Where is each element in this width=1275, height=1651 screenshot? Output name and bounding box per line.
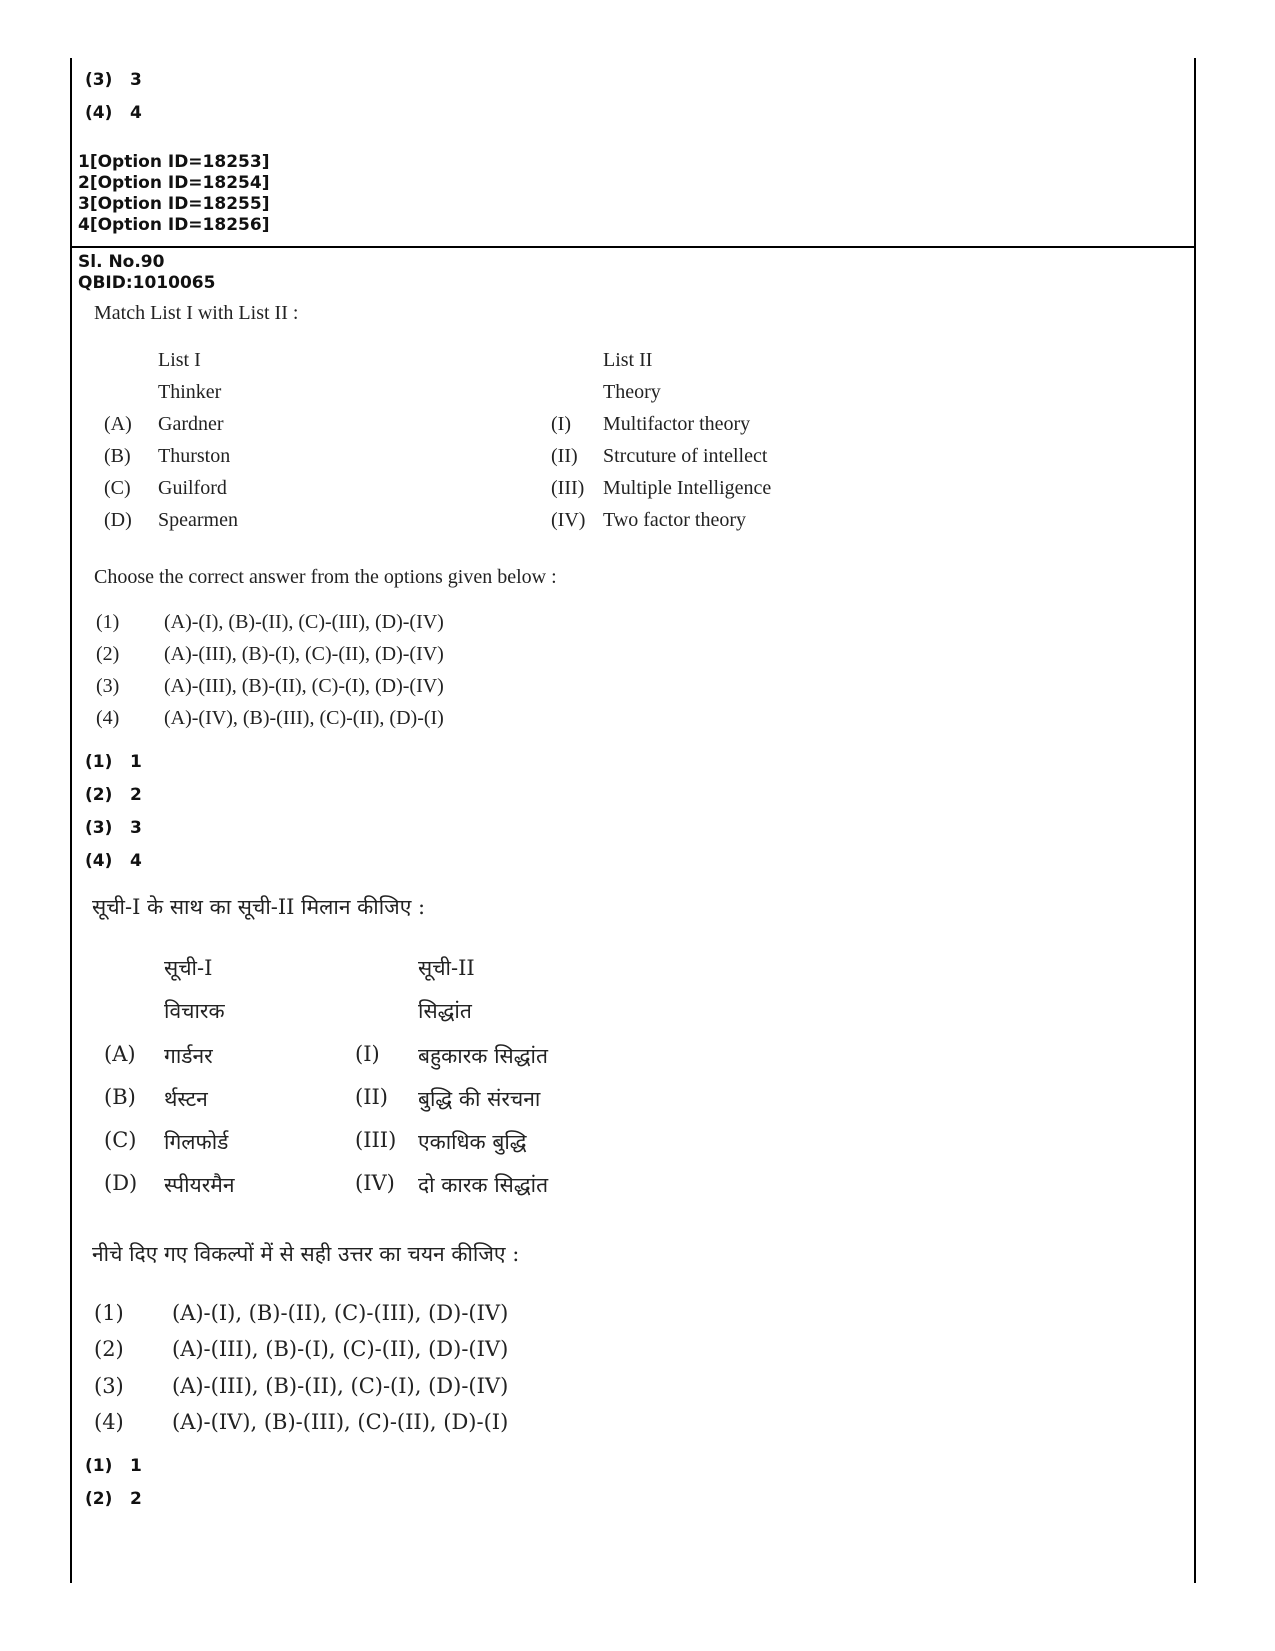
- list1-item: Gardner: [158, 413, 224, 435]
- choice-text: (A)-(IV), (B)-(III), (C)-(II), (D)-(I): [172, 1410, 509, 1434]
- row-label: (III): [551, 477, 585, 499]
- choice-number: (3): [94, 1374, 124, 1398]
- row-label: (IV): [355, 1171, 395, 1195]
- choice-number: (1): [96, 611, 120, 633]
- choice-text: (A)-(III), (B)-(II), (C)-(I), (D)-(IV): [164, 675, 444, 697]
- choice-text: (A)-(I), (B)-(II), (C)-(III), (D)-(IV): [164, 611, 444, 633]
- choice-text: (A)-(III), (B)-(I), (C)-(II), (D)-(IV): [164, 643, 444, 665]
- row-label: (I): [551, 413, 571, 435]
- list2-subtitle-en: Theory: [603, 381, 661, 403]
- list2-item: बुद्धि की संरचना: [418, 1087, 541, 1111]
- row-label: (B): [104, 1085, 136, 1109]
- answer-value: 4: [130, 103, 142, 123]
- list2-item: Two factor theory: [603, 509, 746, 531]
- answer-value: 4: [130, 851, 142, 871]
- answer-option-1-hi[interactable]: [85, 1456, 142, 1476]
- choice-number: (2): [94, 1337, 124, 1361]
- list2-title-en: List II: [603, 349, 653, 371]
- list1-item: गार्डनर: [164, 1044, 213, 1068]
- choice-text: (A)-(I), (B)-(II), (C)-(III), (D)-(IV): [172, 1301, 509, 1325]
- list2-item: एकाधिक बुद्धि: [418, 1130, 527, 1154]
- choice-text: (A)-(III), (B)-(I), (C)-(II), (D)-(IV): [172, 1337, 509, 1361]
- list2-item: दो कारक सिद्धांत: [418, 1173, 549, 1197]
- answer-value: 3: [130, 818, 142, 838]
- answer-option-4[interactable]: [85, 851, 142, 871]
- answer-option-3[interactable]: [85, 818, 142, 838]
- list1-title-hi: सूची-I: [164, 956, 213, 980]
- list2-title-hi: सूची-II: [418, 956, 475, 980]
- question-prompt-hi: सूची-I के साथ का सूची-II मिलान कीजिए :: [92, 895, 426, 919]
- question-prompt-en: Match List I with List II :: [94, 302, 299, 324]
- row-label: (C): [104, 1128, 137, 1152]
- row-label: (B): [104, 445, 131, 467]
- row-label: (D): [104, 1171, 138, 1195]
- qbid: QBID:1010065: [78, 273, 216, 293]
- list1-subtitle-hi: विचारक: [164, 999, 225, 1023]
- answer-option-1[interactable]: [85, 752, 142, 772]
- row-label: (A): [104, 413, 132, 435]
- serial-number: Sl. No.90: [78, 252, 165, 272]
- row-label: (III): [355, 1128, 397, 1152]
- choice-text: (A)-(III), (B)-(II), (C)-(I), (D)-(IV): [172, 1374, 509, 1398]
- answer-number: (4): [85, 851, 113, 871]
- row-label: (II): [551, 445, 578, 467]
- list1-item: गिलफोर्ड: [164, 1130, 229, 1154]
- list2-subtitle-hi: सिद्धांत: [418, 999, 472, 1023]
- answer-number: (2): [85, 785, 113, 805]
- list1-subtitle-en: Thinker: [158, 381, 222, 403]
- row-label: (II): [355, 1085, 388, 1109]
- list1-item: Spearmen: [158, 509, 238, 531]
- option-id-3: 3[Option ID=18255]: [78, 194, 270, 214]
- prev-answer-3[interactable]: [85, 70, 142, 90]
- row-label: (C): [104, 477, 131, 499]
- list1-item: Thurston: [158, 445, 231, 467]
- choice-number: (3): [96, 675, 120, 697]
- answer-value: 2: [130, 785, 142, 805]
- answer-value: 1: [130, 1456, 142, 1476]
- option-id-2: 2[Option ID=18254]: [78, 173, 270, 193]
- answer-number: (3): [85, 70, 113, 90]
- option-id-1: 1[Option ID=18253]: [78, 152, 270, 172]
- question-divider: [70, 246, 1196, 248]
- answer-number: (4): [85, 103, 113, 123]
- answer-number: (1): [85, 752, 113, 772]
- list2-item: Multiple Intelligence: [603, 477, 772, 499]
- answer-number: (3): [85, 818, 113, 838]
- choice-number: (4): [96, 707, 120, 729]
- list2-item: बहुकारक सिद्धांत: [418, 1044, 548, 1068]
- prev-answer-4[interactable]: [85, 103, 142, 123]
- answer-value: 1: [130, 752, 142, 772]
- list1-item: Guilford: [158, 477, 227, 499]
- row-label: (IV): [551, 509, 586, 531]
- choice-number: (1): [94, 1301, 124, 1325]
- choose-instruction-en: Choose the correct answer from the options given below :: [94, 566, 557, 588]
- choose-instruction-hi: नीचे दिए गए विकल्पों में से सही उत्तर का चयन कीजिए :: [92, 1242, 520, 1266]
- list2-item: Strcuture of intellect: [603, 445, 768, 467]
- answer-number: (1): [85, 1456, 113, 1476]
- choice-text: (A)-(IV), (B)-(III), (C)-(II), (D)-(I): [164, 707, 444, 729]
- list1-item: स्पीयरमैन: [164, 1173, 235, 1197]
- list1-item: र्थस्टन: [164, 1087, 208, 1111]
- option-id-4: 4[Option ID=18256]: [78, 215, 270, 235]
- list2-item: Multifactor theory: [603, 413, 751, 435]
- row-label: (A): [104, 1042, 136, 1066]
- answer-option-2-hi[interactable]: [85, 1489, 142, 1509]
- row-label: (D): [104, 509, 132, 531]
- answer-value: 2: [130, 1489, 142, 1509]
- answer-option-2[interactable]: [85, 785, 142, 805]
- list1-title-en: List I: [158, 349, 201, 371]
- choice-number: (4): [94, 1410, 124, 1434]
- answer-number: (2): [85, 1489, 113, 1509]
- row-label: (I): [355, 1042, 380, 1066]
- choice-number: (2): [96, 643, 120, 665]
- answer-value: 3: [130, 70, 142, 90]
